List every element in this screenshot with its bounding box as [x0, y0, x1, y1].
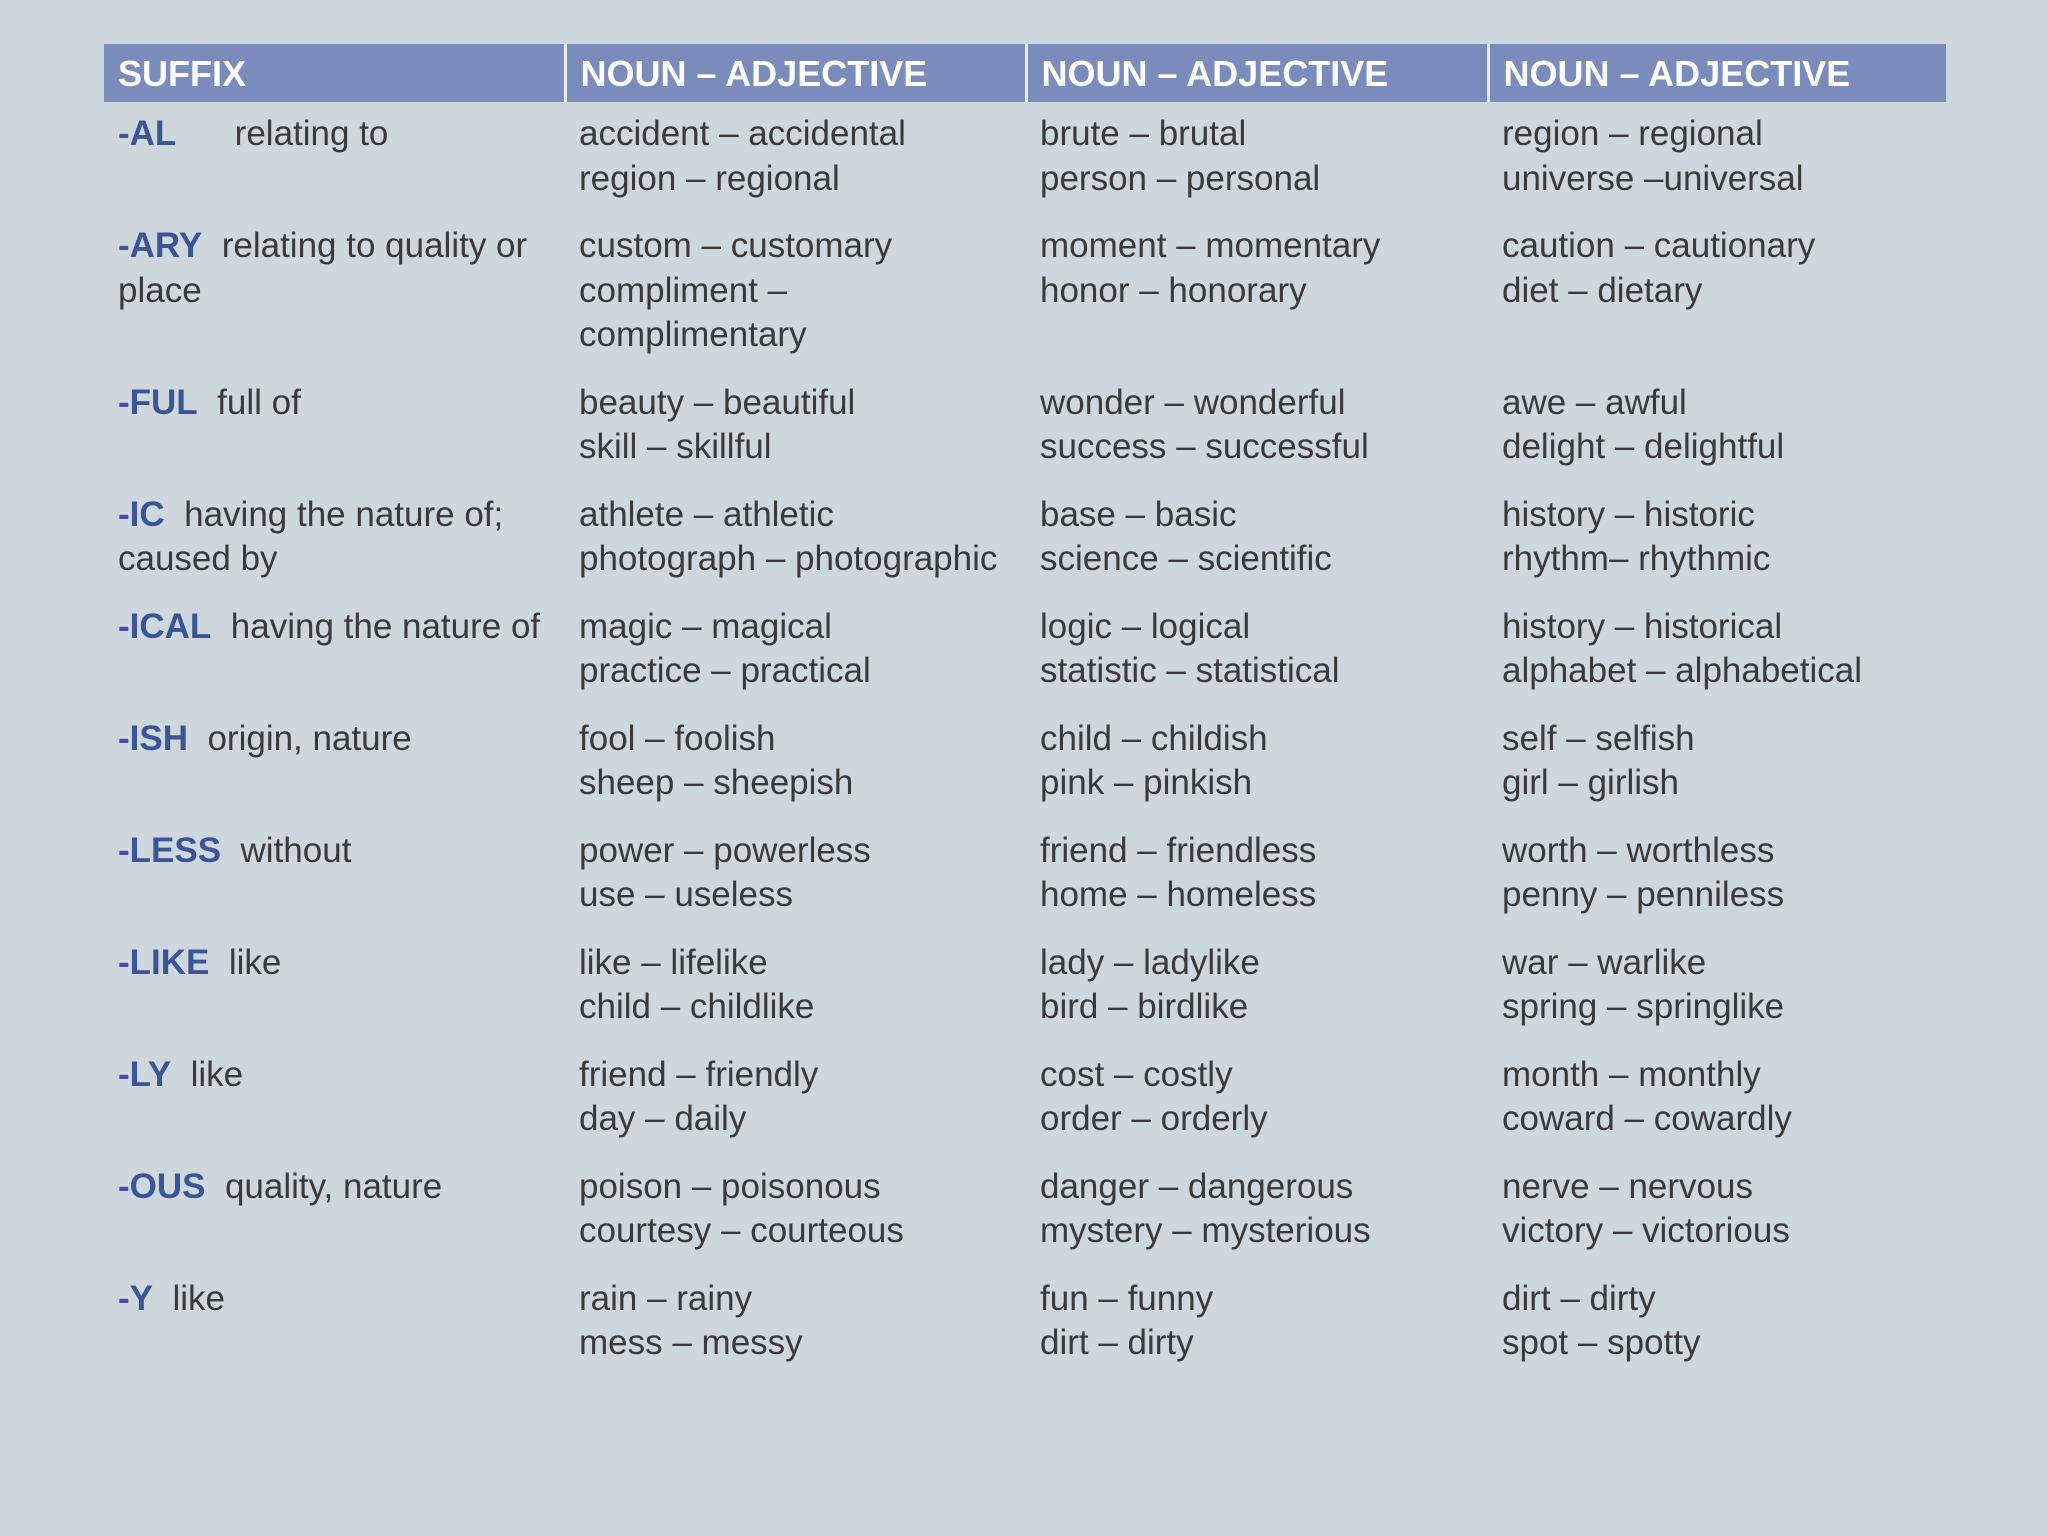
slide — [104, 44, 1946, 1379]
noun-adjective-pair: courtesy – courteous — [579, 1211, 904, 1250]
table-row — [104, 214, 1946, 371]
noun-adjective-pair: skill – skillful — [579, 427, 772, 466]
noun-adjective-pair: success – successful — [1040, 427, 1369, 466]
suffix-meaning: having the nature of; caused by — [118, 494, 504, 578]
suffix-cell — [104, 1267, 565, 1379]
noun-adjective-pair: statistic – statistical — [1040, 651, 1340, 690]
example-cell — [565, 371, 1026, 483]
suffix-label: -ARY — [118, 226, 203, 265]
noun-adjective-pair: logic – logical — [1040, 606, 1251, 646]
noun-adjective-pair: person – personal — [1040, 158, 1321, 198]
noun-adjective-pair: friend – friendless — [1040, 830, 1317, 870]
example-cell — [1488, 595, 1946, 707]
noun-adjective-pair: child – childish — [1040, 718, 1268, 758]
noun-adjective-pair: mystery – mysterious — [1040, 1211, 1371, 1250]
suffix-meaning: like — [228, 942, 282, 982]
table-row — [104, 483, 1946, 595]
noun-adjective-pair: compliment – complimentary — [579, 270, 807, 354]
suffix-label: -Y — [118, 1278, 153, 1318]
noun-adjective-pair: magic – magical — [579, 606, 832, 646]
example-cell — [1488, 931, 1946, 1043]
example-cell — [1488, 819, 1946, 931]
suffix-cell — [104, 214, 565, 371]
noun-adjective-pair: science – scientific — [1040, 539, 1332, 578]
table-row — [104, 707, 1946, 819]
noun-adjective-pair: poison – poisonous — [579, 1166, 881, 1206]
noun-adjective-pair: bird – birdlike — [1040, 987, 1249, 1026]
example-cell — [565, 819, 1026, 931]
example-cell — [1488, 371, 1946, 483]
noun-adjective-pair: worth – worthless — [1502, 830, 1775, 870]
suffix-table — [104, 44, 1946, 1379]
suffix-meaning: having the nature of — [230, 606, 541, 646]
noun-adjective-pair: wonder – wonderful — [1040, 382, 1346, 422]
noun-adjective-pair: fool – foolish — [579, 718, 776, 758]
example-cell — [565, 483, 1026, 595]
noun-adjective-pair: friend – friendly — [579, 1054, 819, 1094]
header-suffix: SUFFIX — [104, 44, 565, 102]
suffix-label: -IC — [118, 494, 165, 534]
noun-adjective-pair: spot – spotty — [1502, 1323, 1701, 1362]
noun-adjective-pair: like – lifelike — [579, 942, 768, 982]
noun-adjective-pair: nerve – nervous — [1502, 1166, 1753, 1206]
suffix-cell — [104, 371, 565, 483]
suffix-meaning: origin, nature — [207, 718, 412, 758]
suffix-label: -LIKE — [118, 942, 210, 982]
suffix-cell — [104, 1155, 565, 1267]
noun-adjective-pair: caution – cautionary — [1502, 226, 1816, 265]
example-cell — [565, 1043, 1026, 1155]
noun-adjective-pair: diet – dietary — [1502, 270, 1703, 310]
noun-adjective-pair: danger – dangerous — [1040, 1166, 1354, 1206]
example-cell — [1488, 214, 1946, 371]
suffix-label: -LESS — [118, 830, 222, 870]
suffix-meaning: like — [190, 1054, 244, 1094]
example-cell — [1488, 1267, 1946, 1379]
noun-adjective-pair: dirt – dirty — [1040, 1323, 1194, 1362]
table-row — [104, 1267, 1946, 1379]
example-cell — [1026, 371, 1488, 483]
example-cell — [1026, 707, 1488, 819]
header-row — [104, 44, 1946, 102]
table-row — [104, 102, 1946, 214]
example-cell — [1026, 214, 1488, 371]
suffix-label: -ICAL — [118, 606, 212, 646]
noun-adjective-pair: fun – funny — [1040, 1278, 1214, 1318]
example-cell — [565, 707, 1026, 819]
example-cell — [1488, 707, 1946, 819]
noun-adjective-pair: awe – awful — [1502, 382, 1687, 422]
noun-adjective-pair: cost – costly — [1040, 1054, 1233, 1094]
noun-adjective-pair: region – regional — [1502, 114, 1763, 153]
noun-adjective-pair: brute – brutal — [1040, 114, 1247, 153]
suffix-label: -FUL — [118, 382, 198, 422]
suffix-meaning: quality, nature — [224, 1166, 443, 1206]
noun-adjective-pair: coward – cowardly — [1502, 1099, 1792, 1138]
noun-adjective-pair: sheep – sheepish — [579, 763, 854, 802]
noun-adjective-pair: beauty – beautiful — [579, 382, 856, 422]
noun-adjective-pair: accident – accidental — [579, 114, 906, 153]
suffix-meaning: relating to quality or place — [118, 226, 528, 310]
noun-adjective-pair: girl – girlish — [1502, 763, 1679, 802]
noun-adjective-pair: dirt – dirty — [1502, 1278, 1656, 1318]
noun-adjective-pair: universe –universal — [1502, 158, 1804, 198]
noun-adjective-pair: month – monthly — [1502, 1054, 1761, 1094]
example-cell — [1026, 1043, 1488, 1155]
noun-adjective-pair: self – selfish — [1502, 718, 1695, 758]
example-cell — [1488, 1155, 1946, 1267]
table-row — [104, 1043, 1946, 1155]
example-cell — [1488, 483, 1946, 595]
noun-adjective-pair: moment – momentary — [1040, 226, 1381, 265]
suffix-cell — [104, 931, 565, 1043]
noun-adjective-pair: power – powerless — [579, 830, 871, 870]
noun-adjective-pair: photograph – photographic — [579, 539, 998, 578]
header-noun-adjective-1: NOUN – ADJECTIVE — [565, 44, 1026, 102]
suffix-cell — [104, 707, 565, 819]
noun-adjective-pair: history – historical — [1502, 606, 1783, 646]
noun-adjective-pair: honor – honorary — [1040, 270, 1307, 310]
header-noun-adjective-3: NOUN – ADJECTIVE — [1488, 44, 1946, 102]
noun-adjective-pair: custom – customary — [579, 226, 893, 265]
noun-adjective-pair: rhythm– rhythmic — [1502, 539, 1771, 578]
noun-adjective-pair: home – homeless — [1040, 875, 1317, 914]
suffix-meaning: like — [172, 1278, 225, 1318]
header-noun-adjective-2: NOUN – ADJECTIVE — [1026, 44, 1488, 102]
noun-adjective-pair: lady – ladylike — [1040, 942, 1260, 982]
example-cell — [565, 595, 1026, 707]
suffix-cell — [104, 595, 565, 707]
table-row — [104, 1155, 1946, 1267]
noun-adjective-pair: pink – pinkish — [1040, 763, 1253, 802]
noun-adjective-pair: rain – rainy — [579, 1278, 753, 1318]
noun-adjective-pair: practice – practical — [579, 651, 871, 690]
example-cell — [565, 931, 1026, 1043]
noun-adjective-pair: day – daily — [579, 1099, 747, 1138]
example-cell — [1488, 1043, 1946, 1155]
example-cell — [1026, 1155, 1488, 1267]
noun-adjective-pair: mess – messy — [579, 1323, 803, 1362]
example-cell — [1026, 931, 1488, 1043]
noun-adjective-pair: delight – delightful — [1502, 427, 1785, 466]
noun-adjective-pair: history – historic — [1502, 494, 1755, 534]
noun-adjective-pair: athlete – athletic — [579, 494, 834, 534]
example-cell — [1026, 483, 1488, 595]
noun-adjective-pair: spring – springlike — [1502, 987, 1785, 1026]
table-row — [104, 931, 1946, 1043]
suffix-meaning: full of — [217, 382, 301, 422]
table-body — [104, 102, 1946, 1379]
example-cell — [565, 1267, 1026, 1379]
noun-adjective-pair: region – regional — [579, 158, 840, 198]
table-row — [104, 595, 1946, 707]
noun-adjective-pair: penny – penniless — [1502, 875, 1785, 914]
example-cell — [1026, 819, 1488, 931]
noun-adjective-pair: base – basic — [1040, 494, 1237, 534]
noun-adjective-pair: child – childlike — [579, 987, 815, 1026]
example-cell — [1026, 102, 1488, 214]
example-cell — [1026, 1267, 1488, 1379]
example-cell — [1026, 595, 1488, 707]
suffix-label: -ISH — [118, 718, 188, 758]
noun-adjective-pair: order – orderly — [1040, 1099, 1268, 1138]
noun-adjective-pair: victory – victorious — [1502, 1211, 1790, 1250]
suffix-cell — [104, 102, 565, 214]
noun-adjective-pair: alphabet – alphabetical — [1502, 651, 1863, 690]
suffix-cell — [104, 1043, 565, 1155]
example-cell — [565, 1155, 1026, 1267]
suffix-cell — [104, 819, 565, 931]
suffix-meaning: without — [240, 830, 352, 870]
suffix-cell — [104, 483, 565, 595]
noun-adjective-pair: war – warlike — [1502, 942, 1707, 982]
table-header — [104, 44, 1946, 102]
suffix-label: -LY — [118, 1054, 172, 1094]
suffix-label: -AL — [118, 114, 177, 153]
noun-adjective-pair: use – useless — [579, 875, 794, 914]
table-row — [104, 371, 1946, 483]
suffix-label: -OUS — [118, 1166, 206, 1206]
table-row — [104, 819, 1946, 931]
example-cell — [565, 214, 1026, 371]
suffix-meaning: relating to — [234, 114, 389, 153]
example-cell — [1488, 102, 1946, 214]
example-cell — [565, 102, 1026, 214]
